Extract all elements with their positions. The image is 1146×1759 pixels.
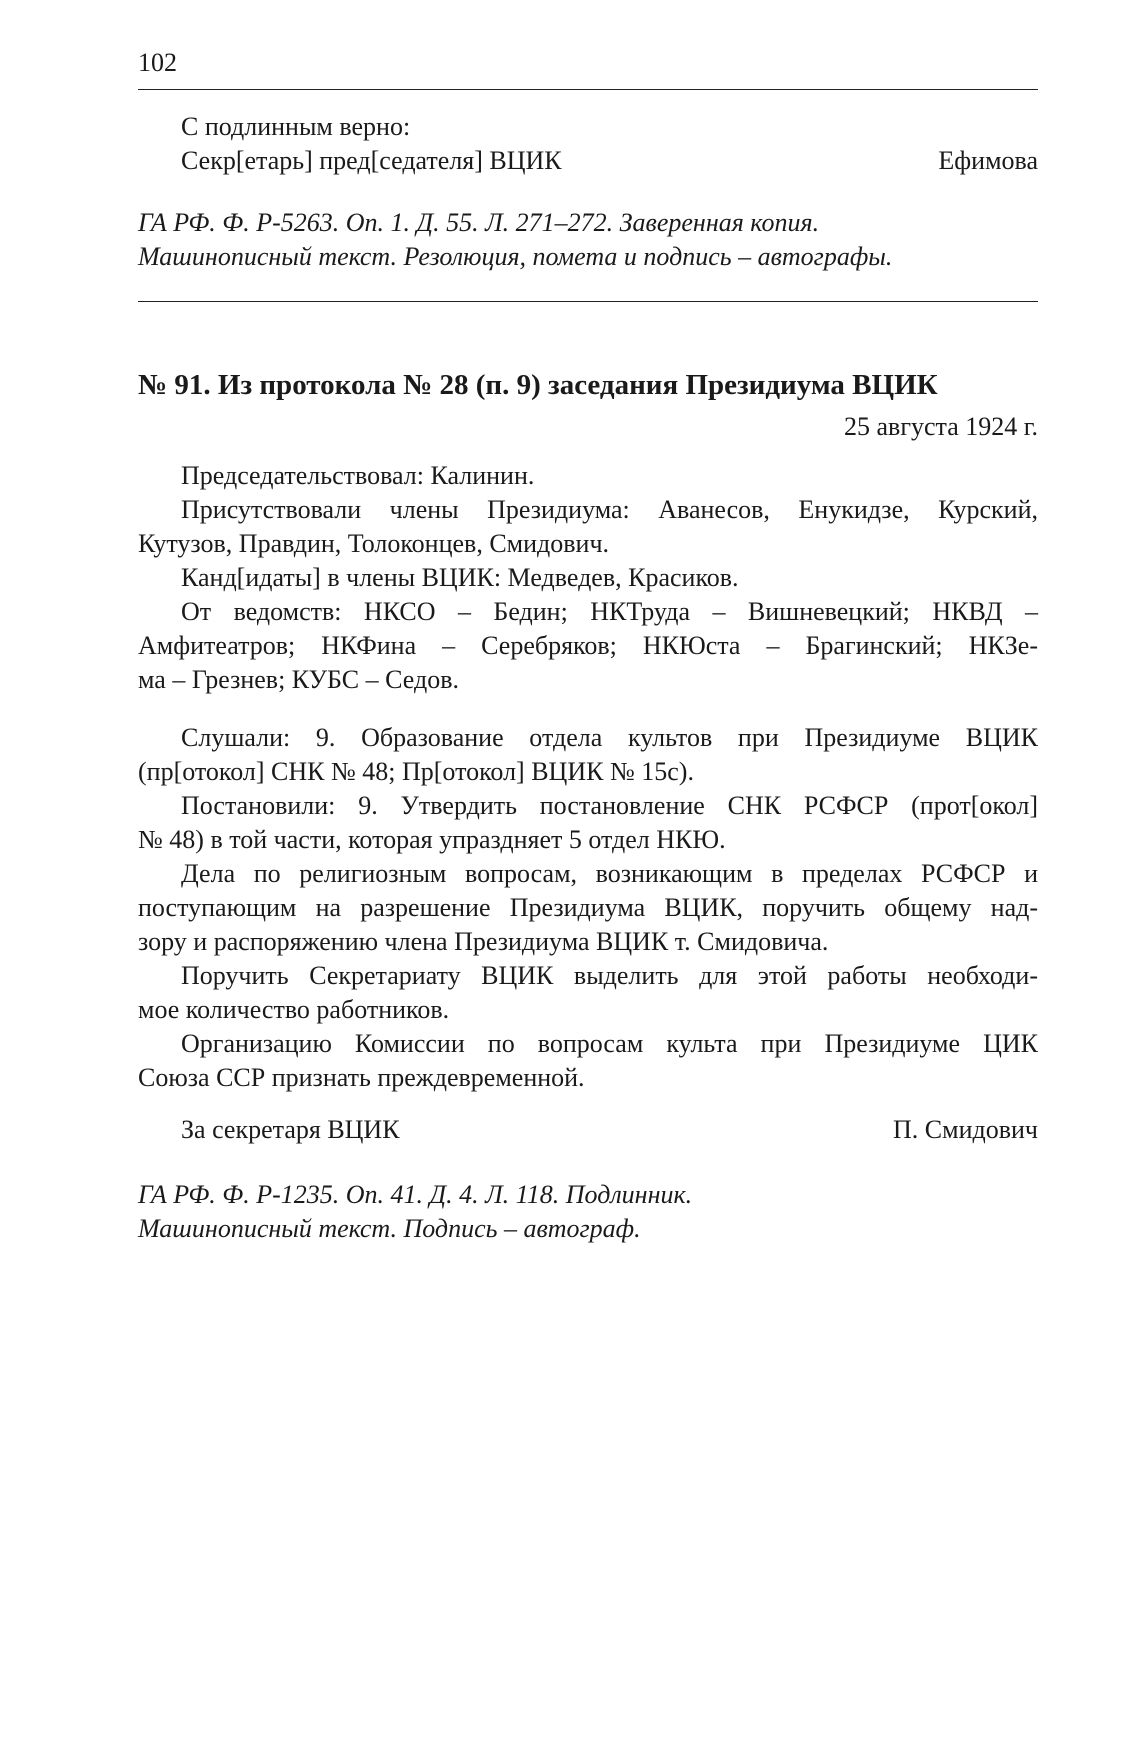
members-line: Присутствовали члены Президиума: Аванесов, Енукидзе, Курский, [181, 495, 1038, 524]
staff-line: мое количество работников. [138, 995, 450, 1024]
signoff-position: За секретаря ВЦИК [181, 1115, 400, 1144]
heard-line: (пр[отокол] СНК № 48; Пр[отокол] ВЦИК № 15с). [138, 757, 694, 786]
source-line: Машинописный текст. Резолюция, помета и подпись – автографы. [138, 242, 893, 271]
agencies-line: ма – Грезнев; КУБС – Седов. [138, 665, 459, 694]
resolution-block [138, 721, 1038, 1095]
source-line: Машинописный текст. Подпись – автограф. [138, 1214, 641, 1243]
commission-line: Организацию Комиссии по вопросам культа при Президиуме ЦИК [181, 1029, 1038, 1058]
section-divider [138, 301, 1038, 302]
agencies-line: Амфитеатров; НКФина – Серебряков; НКЮста – Брагинский; НКЗе- [138, 631, 1038, 660]
signoff-row [138, 1113, 1038, 1147]
members-line: Кутузов, Правдин, Толоконцев, Смидович. [138, 529, 610, 558]
certified-signature-row [138, 144, 1038, 178]
archive-source-top [138, 206, 1038, 274]
agencies-line: От ведомств: НКСО – Бедин; НКТруда – Вишневецкий; НКВД – [181, 597, 1038, 626]
staff-line: Поручить Секретариату ВЦИК выделить для этой работы необходи- [181, 961, 1038, 990]
header-divider [138, 89, 1038, 90]
commission-line: Союза ССР признать преждевременной. [138, 1063, 585, 1092]
religious-line: поступающим на разрешение Президиума ВЦИК, поручить общему над- [138, 893, 1038, 922]
heard-line: Слушали: 9. Образование отдела культов при Президиуме ВЦИК [181, 723, 1038, 752]
certification-block [138, 110, 1038, 178]
signoff-block [138, 1113, 1038, 1147]
document-title: № 91. Из протокола № 28 (п. 9) заседания Президиума ВЦИК [138, 369, 938, 401]
decided-line: № 48) в той части, которая упраздняет 5 отдел НКЮ. [138, 825, 726, 854]
candidates-line: Канд[идаты] в члены ВЦИК: Медведев, Красиков. [181, 563, 739, 592]
certified-name: Ефимова [938, 146, 1038, 175]
page-number: 102 [138, 48, 177, 77]
signoff-name: П. Смидович [893, 1115, 1038, 1144]
certified-position: Секр[етарь] пред[седателя] ВЦИК [181, 146, 562, 175]
archive-source-bottom [138, 1178, 1038, 1246]
certified-label: С подлинным верно: [181, 112, 411, 141]
attendance-block [138, 459, 1038, 697]
chair-line: Председательствовал: Калинин. [181, 461, 535, 490]
document-date: 25 августа 1924 г. [844, 412, 1038, 441]
decided-line: Постановили: 9. Утвердить постановление СНК РСФСР (прот[окол] [181, 791, 1038, 820]
source-line: ГА РФ. Ф. Р-5263. Оп. 1. Д. 55. Л. 271–272. Заверенная копия. [138, 208, 820, 237]
religious-line: Дела по религиозным вопросам, возникающим в пределах РСФСР и [181, 859, 1038, 888]
source-line: ГА РФ. Ф. Р-1235. Оп. 41. Д. 4. Л. 118. Подлинник. [138, 1180, 693, 1209]
religious-line: зору и распоряжению члена Президиума ВЦИК т. Смидовича. [138, 927, 829, 956]
